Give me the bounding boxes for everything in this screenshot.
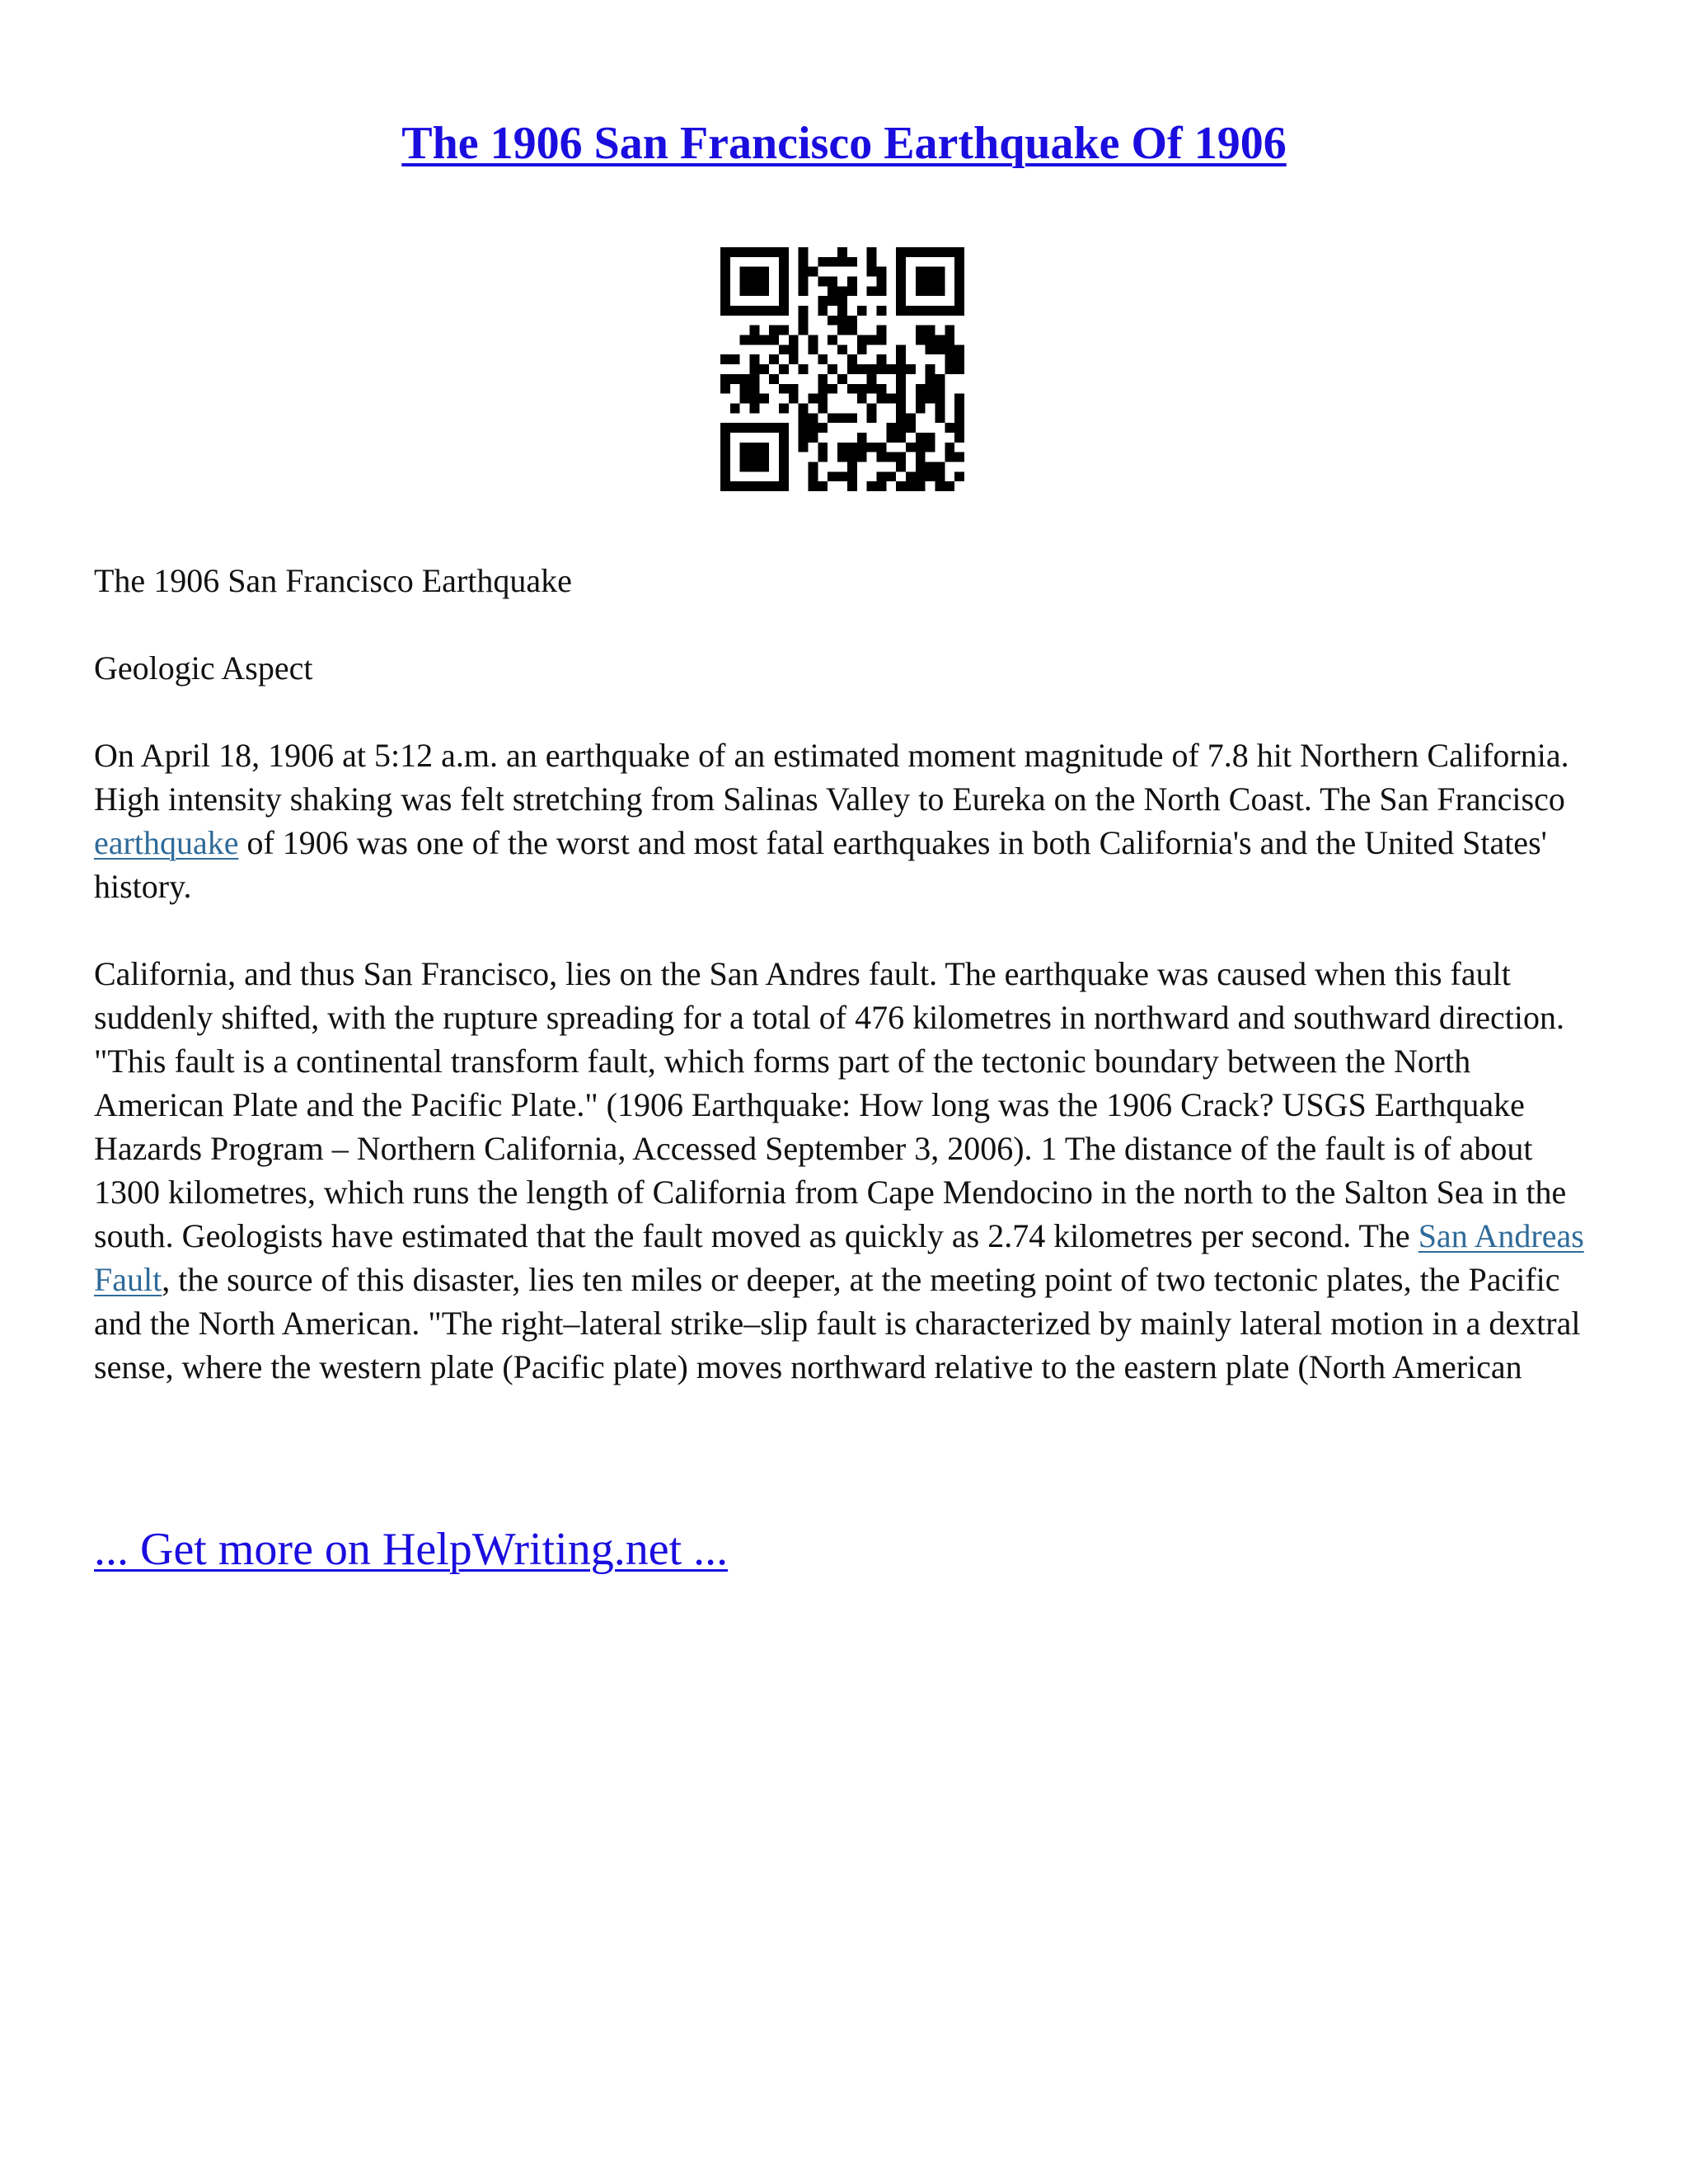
document-subtitle: The 1906 San Francisco Earthquake [94,562,572,599]
document-body [94,559,1602,1432]
get-more-link[interactable]: ... Get more on HelpWriting.net ... [94,1524,729,1575]
earthquake-link[interactable]: earthquake [94,824,239,861]
san-andreas-fault-link[interactable]: San Andreas Fault [94,1217,1584,1298]
paragraph-1-text-a: On April 18, 1906 at 5:12 a.m. an earthquake of an estimated moment magnitude of 7.8 hit Northern California. High intensity shaking was felt stretching from Salinas Valley to Eureka on the North Coast. The San Francisco [94,737,1569,818]
title-link[interactable]: The 1906 San Francisco Earthquake Of 1906 [401,118,1287,169]
paragraph-1-text-b: of 1906 was one of the worst and most fatal earthquakes in both California's and the United States' history. [94,824,1547,905]
qr-code-icon [720,247,964,491]
page-title [0,114,1688,173]
paragraph-2 [94,952,1602,1389]
get-more-section [94,1521,728,1578]
paragraph-1 [94,733,1602,908]
paragraph-2-text-a: California, and thus San Francisco, lies on the San Andres fault. The earthquake was caused when this fault suddenly shifted, with the rupture spreading for a total of 476 kilometres in northward and southward direction. "This fault is a continental transform fault, which forms part of the tectonic boundary between the North American Plate and the Pacific Plate." (1906 Earthquake: How long was the 1906 Crack? USGS Earthquake Hazards Program – Northern California, Accessed September 3, 2006). 1 The distance of the fault is of about 1300 kilometres, which runs the length of California from Cape Mendocino in the north to the Salton Sea in the south. Geologists have estimated that the fault moved as quickly as 2.74 kilometres per second. The [94,955,1567,1254]
section-heading: Geologic Aspect [94,649,313,687]
paragraph-2-text-b: , the source of this disaster, lies ten miles or deeper, at the meeting point of two tectonic plates, the Pacific and the North American. "The right–lateral strike–slip fault is characterized by mainly lateral motion in a dextral sense, where the western plate (Pacific plate) moves northward relative to the eastern plate (North American [94,1261,1581,1385]
